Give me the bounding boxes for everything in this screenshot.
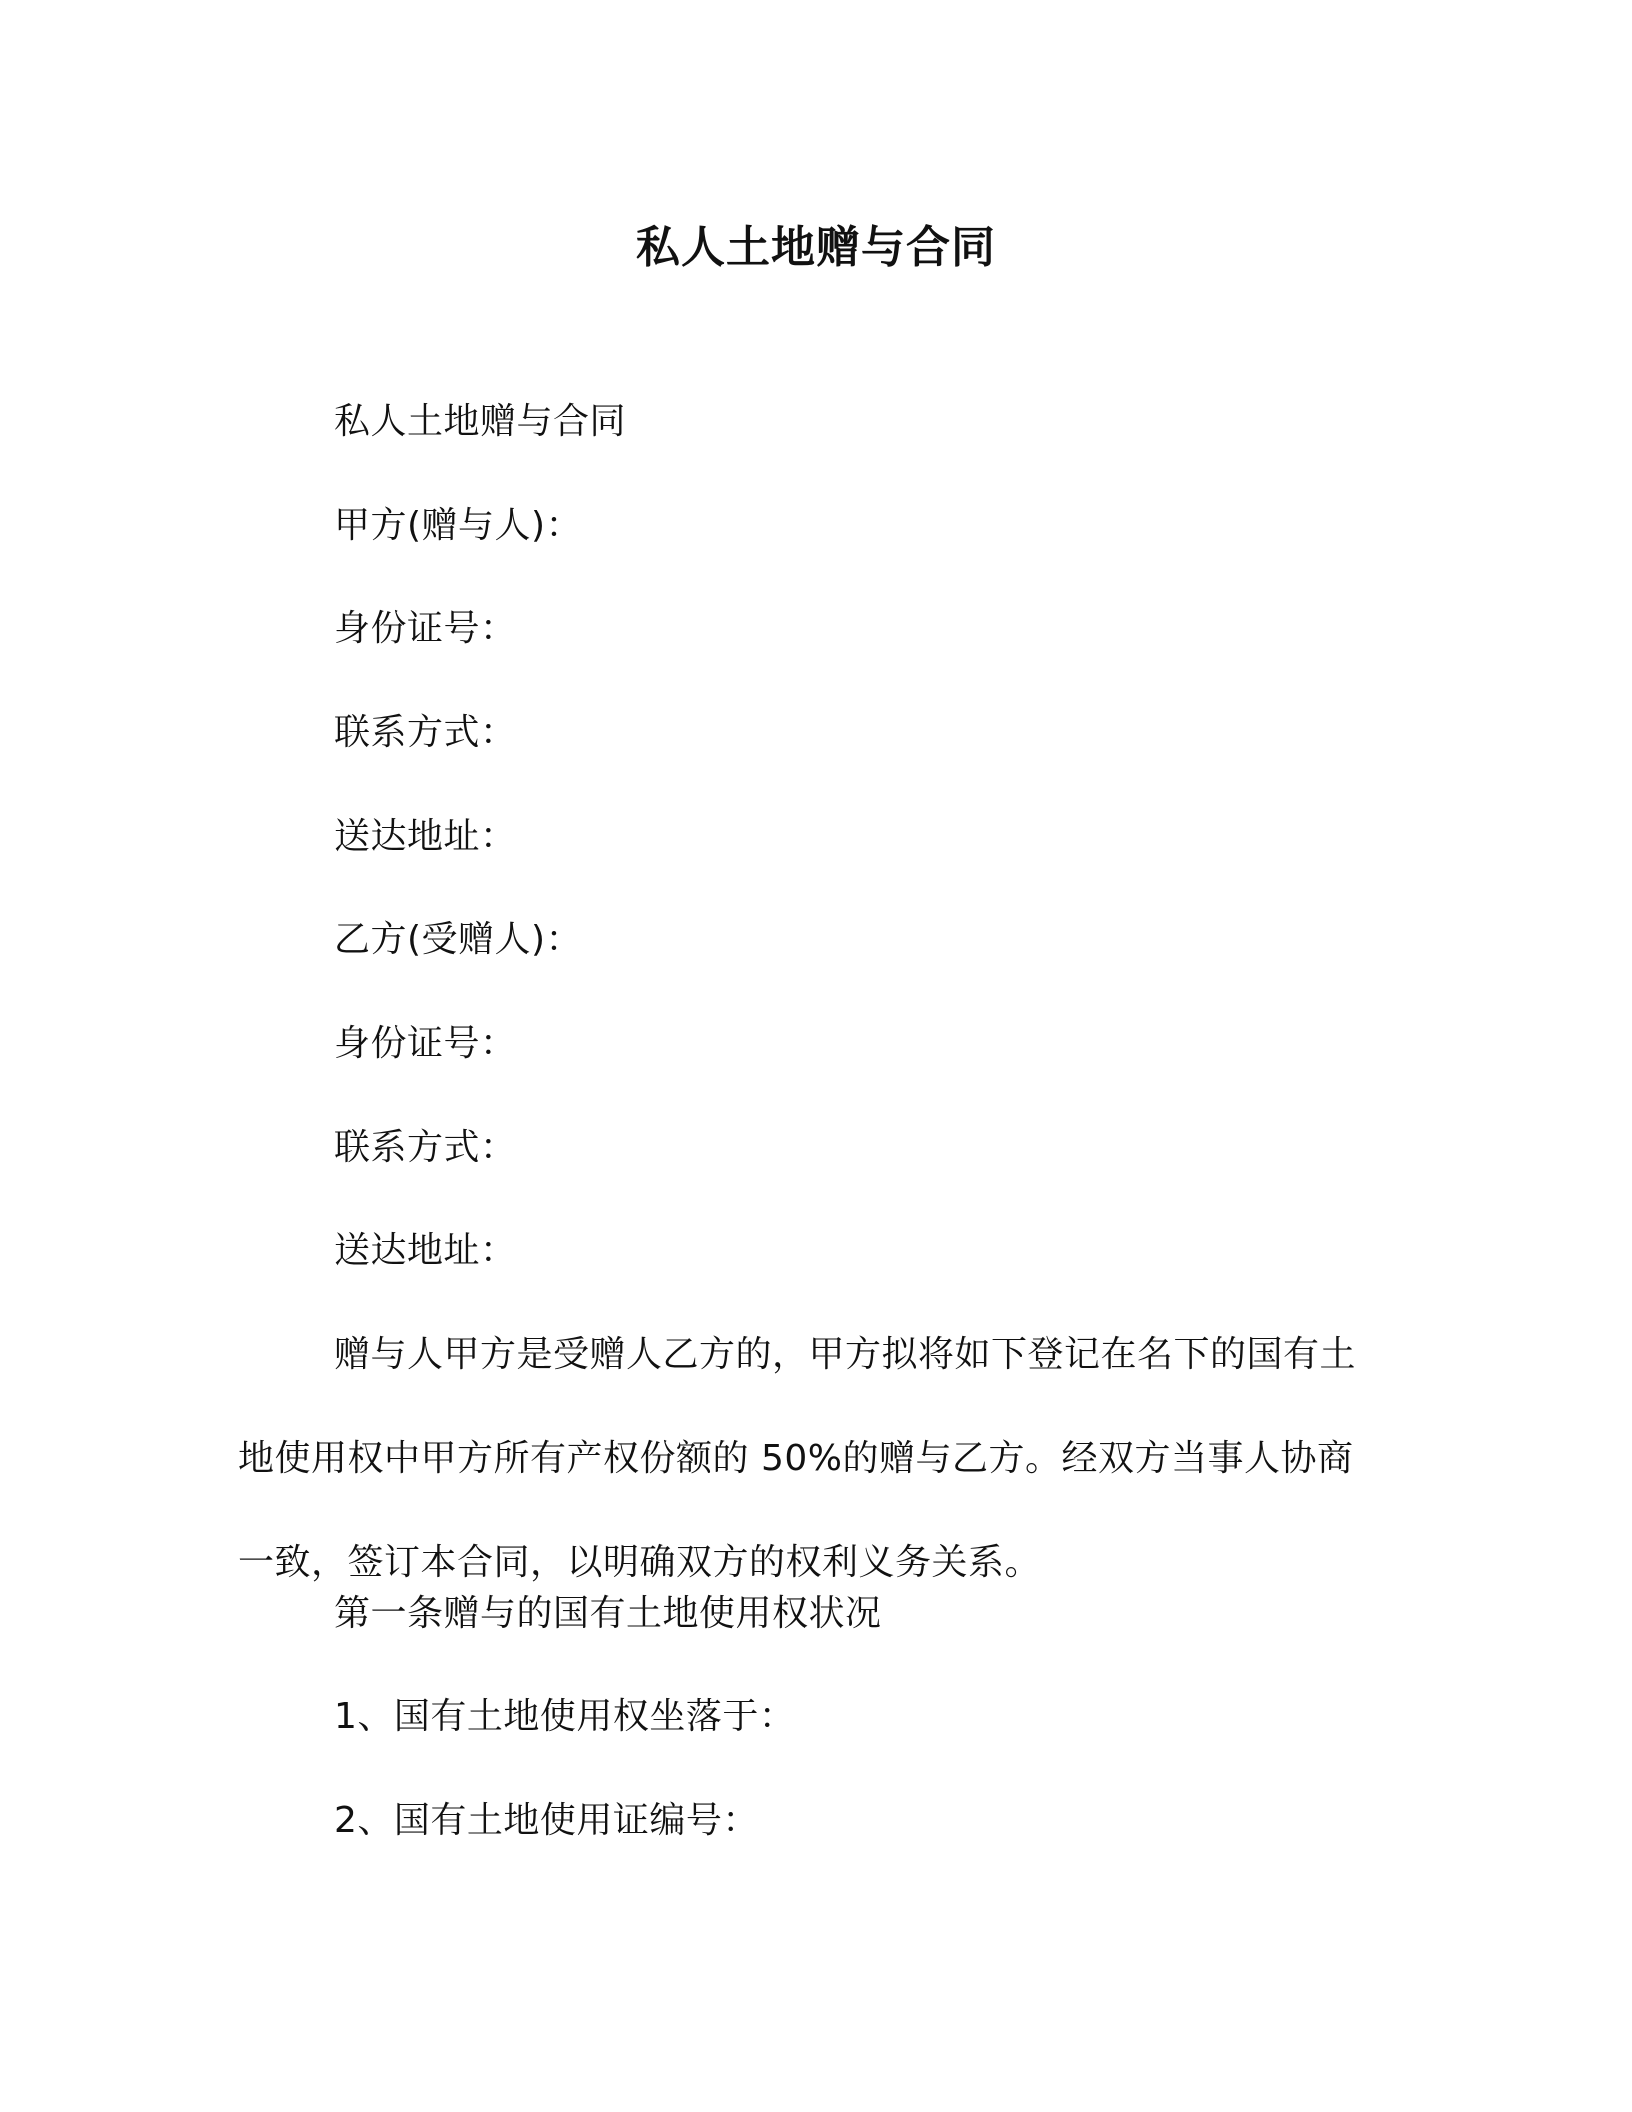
intro-paragraph-line: 一致，签订本合同，以明确双方的权利义务关系。 [238, 1542, 1042, 1583]
party-a-label: 甲方(赠与人)： [334, 505, 583, 546]
article-one-item-2: 2、国有土地使用证编号： [334, 1800, 759, 1841]
article-one-heading: 第一条赠与的国有土地使用权状况 [334, 1593, 882, 1634]
party-a-address-label: 送达地址： [334, 816, 517, 857]
subtitle-line: 私人土地赠与合同 [334, 401, 627, 442]
party-b-address-label: 送达地址： [334, 1230, 517, 1271]
intro-paragraph-line: 赠与人甲方是受赠人乙方的，甲方拟将如下登记在名下的国有土 [334, 1334, 1357, 1375]
intro-paragraph-line: 地使用权中甲方所有产权份额的 50%的赠与乙方。经双方当事人协商 [238, 1438, 1354, 1479]
document-title: 私人土地赠与合同 [636, 222, 996, 273]
party-b-id-label: 身份证号： [334, 1023, 517, 1064]
party-a-id-label: 身份证号： [334, 608, 517, 649]
party-a-contact-label: 联系方式： [334, 712, 517, 753]
party-b-label: 乙方(受赠人)： [334, 919, 583, 960]
article-one-item-1: 1、国有土地使用权坐落于： [334, 1696, 796, 1737]
party-b-contact-label: 联系方式： [334, 1127, 517, 1168]
